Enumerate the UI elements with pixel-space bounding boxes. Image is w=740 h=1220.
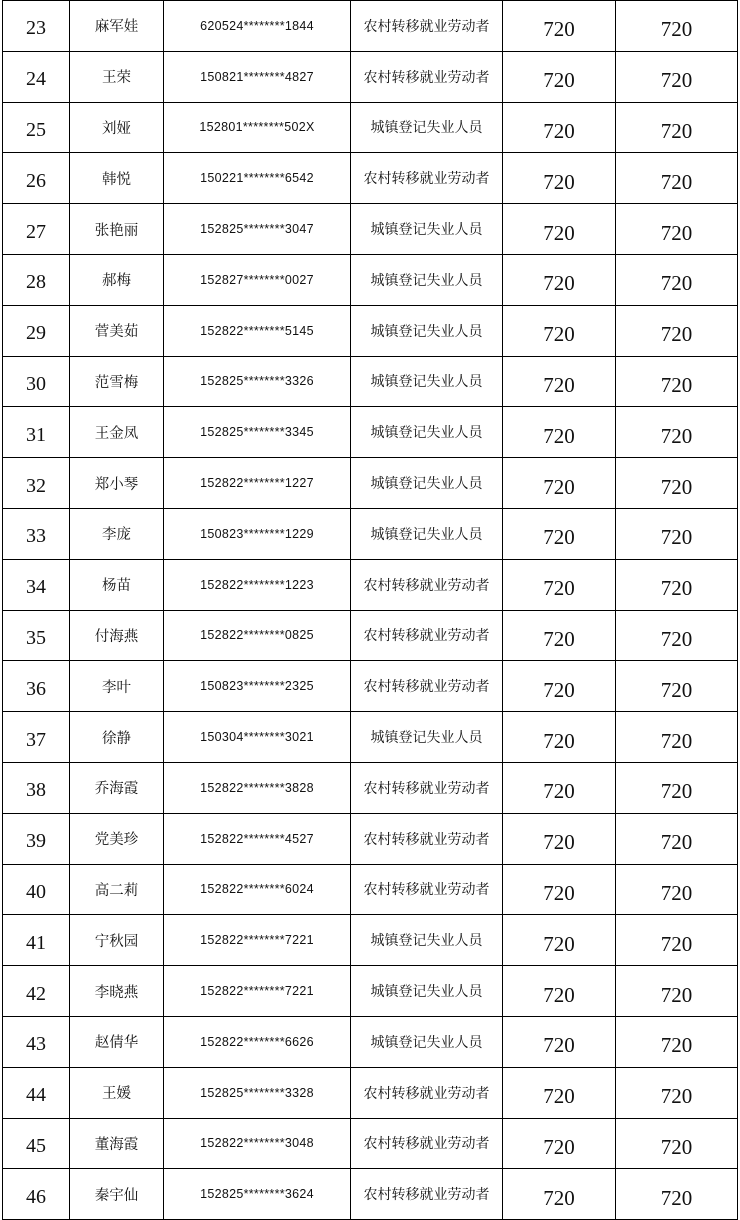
id-number: 150221********6542	[164, 153, 351, 204]
table-row	[3, 864, 738, 915]
table-row	[3, 559, 738, 610]
id-number: 150821********4827	[164, 51, 351, 102]
amount-1: 720	[503, 1169, 616, 1220]
table-row	[3, 458, 738, 509]
personnel-category: 城镇登记失业人员	[351, 204, 503, 255]
amount-2: 720	[616, 508, 738, 559]
table-row	[3, 102, 738, 153]
amount-2: 720	[616, 51, 738, 102]
table-row	[3, 356, 738, 407]
row-number: 40	[3, 864, 70, 915]
person-name: 徐静	[70, 712, 164, 763]
person-name: 杨苗	[70, 559, 164, 610]
amount-2: 720	[616, 559, 738, 610]
personnel-category: 农村转移就业劳动者	[351, 762, 503, 813]
amount-1: 720	[503, 204, 616, 255]
amount-2: 720	[616, 661, 738, 712]
row-number: 41	[3, 915, 70, 966]
row-number: 43	[3, 1016, 70, 1067]
amount-1: 720	[503, 712, 616, 763]
person-name: 李庞	[70, 508, 164, 559]
row-number: 44	[3, 1067, 70, 1118]
amount-1: 720	[503, 915, 616, 966]
personnel-category: 城镇登记失业人员	[351, 458, 503, 509]
row-number: 39	[3, 813, 70, 864]
table-row	[3, 661, 738, 712]
amount-2: 720	[616, 102, 738, 153]
id-number: 150304********3021	[164, 712, 351, 763]
person-name: 张艳丽	[70, 204, 164, 255]
id-number: 152827********0027	[164, 254, 351, 305]
person-name: 赵倩华	[70, 1016, 164, 1067]
id-number: 152825********3624	[164, 1169, 351, 1220]
id-number: 152822********6626	[164, 1016, 351, 1067]
person-name: 宁秋园	[70, 915, 164, 966]
personnel-category: 农村转移就业劳动者	[351, 1067, 503, 1118]
personnel-category: 城镇登记失业人员	[351, 508, 503, 559]
amount-2: 720	[616, 915, 738, 966]
roster-body	[3, 1, 738, 1220]
row-number: 46	[3, 1169, 70, 1220]
amount-2: 720	[616, 254, 738, 305]
table-row	[3, 1016, 738, 1067]
id-number: 152825********3328	[164, 1067, 351, 1118]
personnel-category: 农村转移就业劳动者	[351, 559, 503, 610]
personnel-category: 城镇登记失业人员	[351, 966, 503, 1017]
amount-1: 720	[503, 508, 616, 559]
table-row	[3, 1169, 738, 1220]
person-name: 王媛	[70, 1067, 164, 1118]
amount-1: 720	[503, 153, 616, 204]
person-name: 韩悦	[70, 153, 164, 204]
person-name: 李晓燕	[70, 966, 164, 1017]
id-number: 152801********502X	[164, 102, 351, 153]
row-number: 25	[3, 102, 70, 153]
amount-1: 720	[503, 966, 616, 1017]
amount-1: 720	[503, 1118, 616, 1169]
amount-1: 720	[503, 1016, 616, 1067]
row-number: 26	[3, 153, 70, 204]
table-row	[3, 1, 738, 52]
amount-2: 720	[616, 458, 738, 509]
amount-2: 720	[616, 305, 738, 356]
amount-1: 720	[503, 1, 616, 52]
row-number: 30	[3, 356, 70, 407]
person-name: 郑小琴	[70, 458, 164, 509]
table-row	[3, 51, 738, 102]
amount-1: 720	[503, 813, 616, 864]
amount-2: 720	[616, 864, 738, 915]
table-row	[3, 1067, 738, 1118]
id-number: 152825********3345	[164, 407, 351, 458]
person-name: 秦宇仙	[70, 1169, 164, 1220]
personnel-category: 农村转移就业劳动者	[351, 661, 503, 712]
amount-2: 720	[616, 762, 738, 813]
id-number: 152822********1227	[164, 458, 351, 509]
row-number: 28	[3, 254, 70, 305]
table-row	[3, 762, 738, 813]
table-row	[3, 610, 738, 661]
subsidy-roster-table	[2, 0, 738, 1220]
id-number: 620524********1844	[164, 1, 351, 52]
table-row	[3, 407, 738, 458]
amount-1: 720	[503, 661, 616, 712]
person-name: 党美珍	[70, 813, 164, 864]
id-number: 152822********7221	[164, 966, 351, 1017]
amount-2: 720	[616, 813, 738, 864]
personnel-category: 城镇登记失业人员	[351, 254, 503, 305]
amount-1: 720	[503, 51, 616, 102]
personnel-category: 城镇登记失业人员	[351, 305, 503, 356]
amount-1: 720	[503, 762, 616, 813]
row-number: 33	[3, 508, 70, 559]
id-number: 152822********3828	[164, 762, 351, 813]
table-row	[3, 813, 738, 864]
row-number: 38	[3, 762, 70, 813]
id-number: 150823********2325	[164, 661, 351, 712]
table-row	[3, 153, 738, 204]
amount-2: 720	[616, 204, 738, 255]
person-name: 高二莉	[70, 864, 164, 915]
table-row	[3, 305, 738, 356]
person-name: 付海燕	[70, 610, 164, 661]
personnel-category: 农村转移就业劳动者	[351, 1118, 503, 1169]
person-name: 乔海霞	[70, 762, 164, 813]
id-number: 152822********0825	[164, 610, 351, 661]
person-name: 范雪梅	[70, 356, 164, 407]
amount-2: 720	[616, 1016, 738, 1067]
amount-2: 720	[616, 356, 738, 407]
personnel-category: 农村转移就业劳动者	[351, 813, 503, 864]
personnel-category: 城镇登记失业人员	[351, 102, 503, 153]
person-name: 王荣	[70, 51, 164, 102]
personnel-category: 农村转移就业劳动者	[351, 864, 503, 915]
amount-1: 720	[503, 254, 616, 305]
table-row	[3, 712, 738, 763]
personnel-category: 农村转移就业劳动者	[351, 153, 503, 204]
amount-1: 720	[503, 305, 616, 356]
personnel-category: 城镇登记失业人员	[351, 1016, 503, 1067]
row-number: 23	[3, 1, 70, 52]
amount-2: 720	[616, 1, 738, 52]
row-number: 24	[3, 51, 70, 102]
row-number: 35	[3, 610, 70, 661]
amount-2: 720	[616, 966, 738, 1017]
id-number: 152822********7221	[164, 915, 351, 966]
amount-1: 720	[503, 1067, 616, 1118]
amount-1: 720	[503, 458, 616, 509]
row-number: 36	[3, 661, 70, 712]
table-row	[3, 508, 738, 559]
amount-1: 720	[503, 407, 616, 458]
id-number: 152825********3326	[164, 356, 351, 407]
personnel-category: 农村转移就业劳动者	[351, 1169, 503, 1220]
person-name: 董海霞	[70, 1118, 164, 1169]
personnel-category: 城镇登记失业人员	[351, 356, 503, 407]
amount-1: 720	[503, 610, 616, 661]
row-number: 34	[3, 559, 70, 610]
row-number: 45	[3, 1118, 70, 1169]
id-number: 152825********3047	[164, 204, 351, 255]
row-number: 31	[3, 407, 70, 458]
amount-2: 720	[616, 407, 738, 458]
personnel-category: 农村转移就业劳动者	[351, 610, 503, 661]
row-number: 42	[3, 966, 70, 1017]
table-row	[3, 1118, 738, 1169]
id-number: 152822********6024	[164, 864, 351, 915]
row-number: 37	[3, 712, 70, 763]
amount-2: 720	[616, 1169, 738, 1220]
personnel-category: 农村转移就业劳动者	[351, 1, 503, 52]
amount-1: 720	[503, 864, 616, 915]
personnel-category: 城镇登记失业人员	[351, 712, 503, 763]
amount-2: 720	[616, 1067, 738, 1118]
amount-1: 720	[503, 102, 616, 153]
table-row	[3, 966, 738, 1017]
person-name: 麻军娃	[70, 1, 164, 52]
id-number: 150823********1229	[164, 508, 351, 559]
table-row	[3, 254, 738, 305]
person-name: 李叶	[70, 661, 164, 712]
row-number: 29	[3, 305, 70, 356]
id-number: 152822********1223	[164, 559, 351, 610]
table-row	[3, 915, 738, 966]
personnel-category: 农村转移就业劳动者	[351, 51, 503, 102]
person-name: 菅美茹	[70, 305, 164, 356]
personnel-category: 城镇登记失业人员	[351, 407, 503, 458]
person-name: 郝梅	[70, 254, 164, 305]
personnel-category: 城镇登记失业人员	[351, 915, 503, 966]
amount-2: 720	[616, 1118, 738, 1169]
amount-2: 720	[616, 712, 738, 763]
row-number: 27	[3, 204, 70, 255]
person-name: 刘娅	[70, 102, 164, 153]
id-number: 152822********4527	[164, 813, 351, 864]
amount-2: 720	[616, 153, 738, 204]
amount-1: 720	[503, 559, 616, 610]
amount-1: 720	[503, 356, 616, 407]
amount-2: 720	[616, 610, 738, 661]
row-number: 32	[3, 458, 70, 509]
id-number: 152822********5145	[164, 305, 351, 356]
table-row	[3, 204, 738, 255]
id-number: 152822********3048	[164, 1118, 351, 1169]
person-name: 王金凤	[70, 407, 164, 458]
